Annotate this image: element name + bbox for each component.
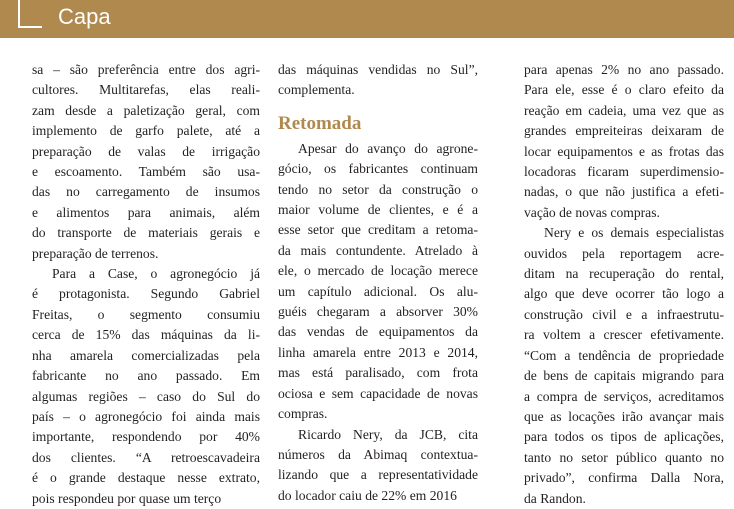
text-line: Para ele, esse é o claro efeito da bbox=[524, 82, 724, 98]
text-line: a compra de serviços, acreditamos bbox=[524, 388, 724, 404]
text-line: complementa. bbox=[278, 82, 355, 98]
text-line: vação de novas compras. bbox=[524, 204, 660, 220]
text-line: ociosa e sem capacidade de novas bbox=[278, 385, 478, 401]
text-line: linha amarela entre 2013 e 2014, bbox=[278, 344, 478, 360]
text-line: nha amarela comercializadas pela bbox=[32, 347, 260, 363]
text-line: da mais contundente. Atrelado à bbox=[278, 242, 478, 258]
text-line: para todos os tipos de aplicações, bbox=[524, 429, 724, 445]
text-line: cerca de 15% das máquinas da li- bbox=[32, 327, 260, 343]
text-line: ra voltem a crescer efetivamente. bbox=[524, 327, 724, 343]
text-line: das máquinas vendidas no Sul”, bbox=[278, 62, 478, 77]
article-column-3 bbox=[524, 60, 724, 509]
text-line: pois respondeu por quase um terço bbox=[32, 490, 222, 506]
text-line: reação em cadeia, uma vez que as bbox=[524, 102, 724, 118]
text-line: das vendas de equipamentos da bbox=[278, 324, 478, 340]
text-line: números da Abimaq contextua- bbox=[278, 446, 478, 462]
text-line: um capítulo adicional. Os alu- bbox=[278, 283, 478, 299]
text-line: Para a Case, o agronegócio já bbox=[52, 266, 260, 282]
text-line: guéis chegaram a absorver 30% bbox=[278, 304, 478, 320]
text-line: “Com a tendência de propriedade bbox=[524, 347, 724, 363]
header-bracket-decoration bbox=[18, 0, 42, 28]
text-line: importante, respondendo por 40% bbox=[32, 429, 260, 445]
text-line: e alimentos para animais, além bbox=[32, 204, 260, 220]
text-line: fabricante no ano passado. Em bbox=[32, 368, 260, 384]
section-header bbox=[0, 0, 734, 38]
text-line: preparação de terrenos. bbox=[32, 245, 159, 261]
text-line: do locador caiu de 22% em 2016 bbox=[278, 487, 457, 503]
text-line: preparação de valas de irrigação bbox=[32, 143, 260, 159]
text-line: privado”, confirma Dalla Nora, bbox=[524, 470, 724, 486]
article-column-2 bbox=[278, 60, 478, 506]
text-line: cultores. Multitarefas, elas reali- bbox=[32, 82, 260, 98]
text-line: ditam na recuperação do rental, bbox=[524, 266, 724, 282]
text-line: dos clientes. “A retroescavadeira bbox=[32, 449, 260, 465]
text-line: para apenas 2% no ano passado. bbox=[524, 62, 724, 77]
text-line: implemento de garfo palete, até a bbox=[32, 123, 260, 139]
text-line: é protagonista. Segundo Gabriel bbox=[32, 286, 260, 302]
text-line: Nery e os demais especialistas bbox=[544, 225, 724, 241]
text-line: tendo no setor da construção o bbox=[278, 181, 478, 197]
text-line: é o grande destaque nesse extrato, bbox=[32, 470, 260, 486]
text-line: do transporte de materiais gerais e bbox=[32, 225, 260, 241]
text-line: compras. bbox=[278, 406, 328, 422]
text-line: que as locações irão avançar mais bbox=[524, 408, 724, 424]
text-line: Freitas, o segmento consumiu bbox=[32, 306, 260, 322]
text-line: maior volume de clientes, e é a bbox=[278, 202, 478, 218]
text-line: gócio, os fabricantes continuam bbox=[278, 161, 478, 177]
text-line: ouvidos pela reportagem acre- bbox=[524, 245, 724, 261]
text-line: nadas, o que não justifica a efeti- bbox=[524, 184, 724, 200]
text-line: esse setor que creditam a retoma- bbox=[278, 222, 478, 238]
section-title: Capa bbox=[58, 4, 111, 29]
text-line: Ricardo Nery, da JCB, cita bbox=[298, 426, 478, 442]
text-line: Apesar do avanço do agrone- bbox=[298, 140, 478, 156]
text-line: grandes empreiteiras deixaram de bbox=[524, 123, 724, 139]
text-line: sa – são preferência entre dos agri- bbox=[32, 62, 260, 77]
text-line: de bens de capitais migrando para bbox=[524, 368, 724, 384]
text-line: lizando que a representatividade bbox=[278, 467, 478, 483]
section-subheading: Retomada bbox=[278, 112, 362, 134]
text-line: locar equipamentos e as frotas das bbox=[524, 143, 724, 159]
text-line: construção civil e a infraestrutu- bbox=[524, 306, 724, 322]
text-line: algo que deve ocorrer tão logo a bbox=[524, 286, 724, 302]
text-line: zam desde a paletização geral, com bbox=[32, 102, 260, 118]
text-line: ele, o mercado de locação merece bbox=[278, 263, 478, 279]
article-column-1 bbox=[32, 60, 260, 509]
text-line: país – o agronegócio foi ainda mais bbox=[32, 408, 260, 424]
text-line: tanto no setor público quanto no bbox=[524, 449, 724, 465]
text-line: das no carregamento de insumos bbox=[32, 184, 260, 200]
text-line: locadoras ficaram superdimensio- bbox=[524, 164, 724, 180]
text-line: mas está paralisado, com frota bbox=[278, 365, 478, 381]
text-line: e escoamento. Também são usa- bbox=[32, 164, 260, 180]
text-line: da Randon. bbox=[524, 490, 586, 506]
text-line: algumas regiões – caso do Sul do bbox=[32, 388, 260, 404]
